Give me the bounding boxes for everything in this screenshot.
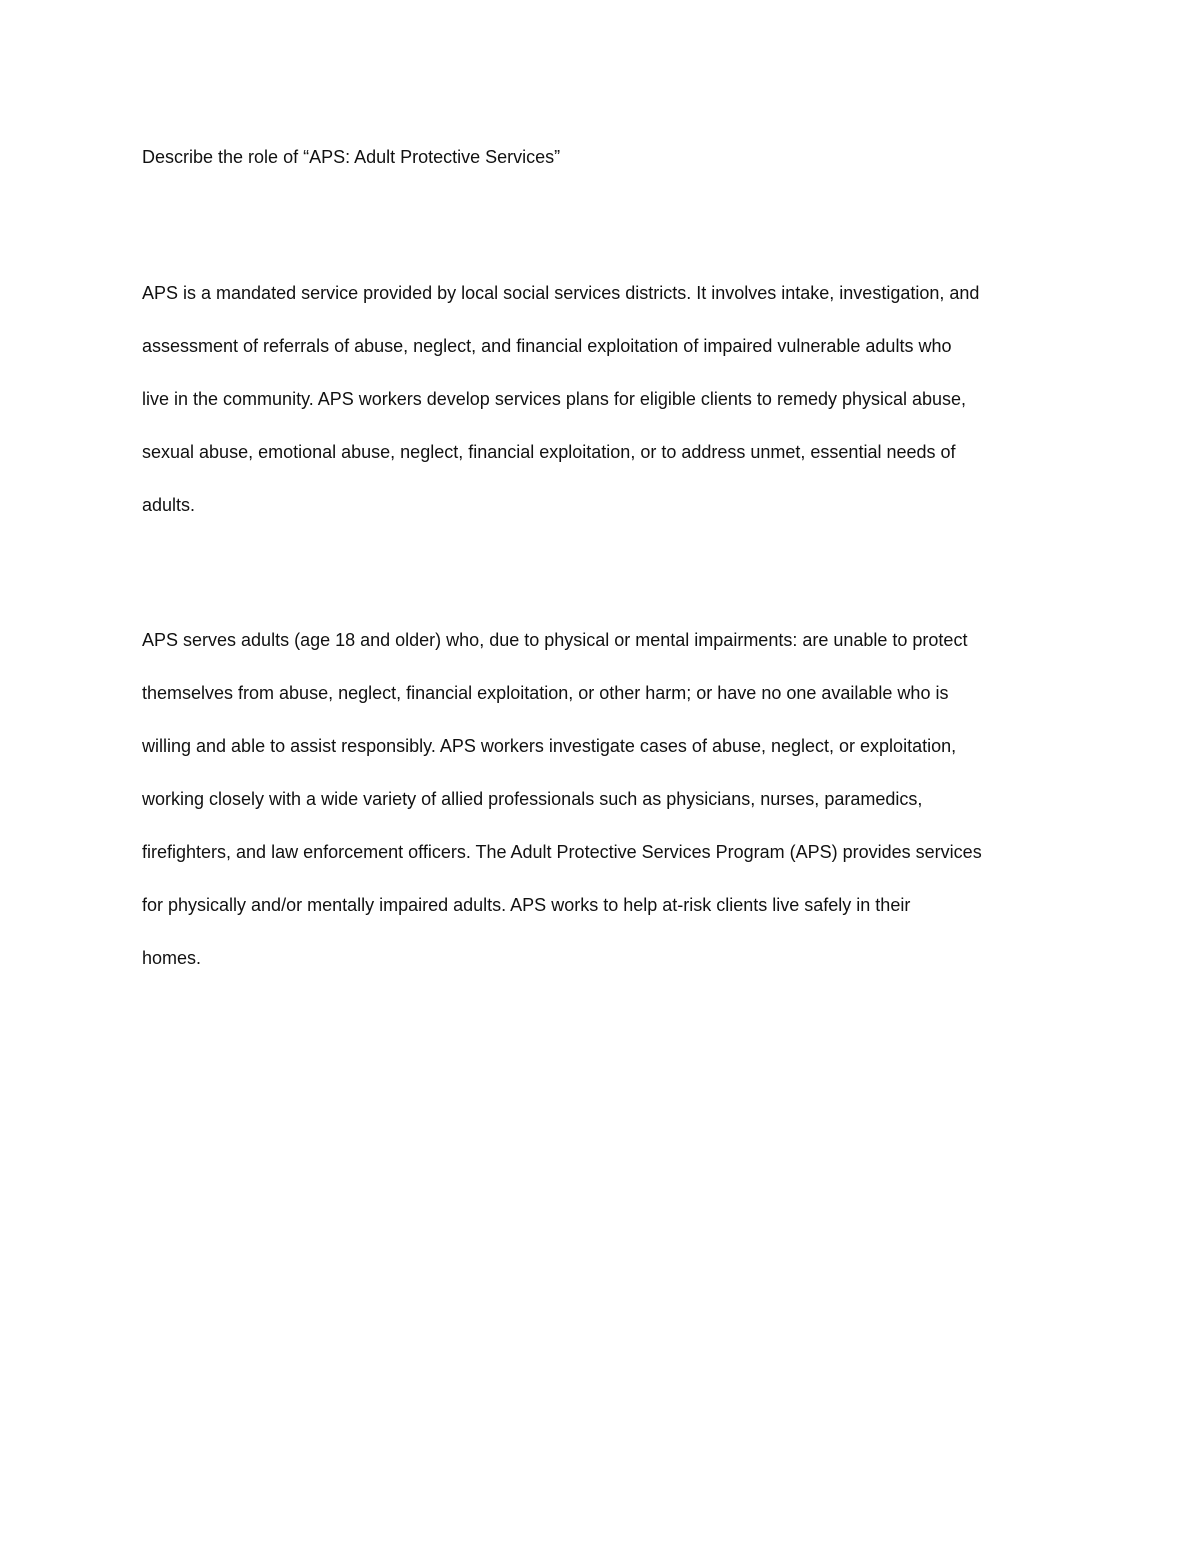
paragraph-line: adults.: [142, 495, 196, 515]
paragraph-line: assessment of referrals of abuse, neglect, and financial exploitation of impaired vulnerable adults who: [142, 336, 952, 356]
paragraph-line: willing and able to assist responsibly. APS workers investigate cases of abuse, neglect, or exploitation,: [142, 736, 957, 756]
paragraph-line: homes.: [142, 948, 202, 968]
paragraph-line: live in the community. APS workers develop services plans for eligible clients to remedy physical abuse,: [142, 389, 967, 409]
paragraph-line: APS is a mandated service provided by local social services districts. It involves intake, investigation, and: [142, 283, 980, 303]
paragraph-line: firefighters, and law enforcement officers. The Adult Protective Services Program (APS) provides services: [142, 842, 982, 862]
paragraph-line: sexual abuse, emotional abuse, neglect, financial exploitation, or to address unmet, essential needs of: [142, 442, 956, 462]
paragraph-line: themselves from abuse, neglect, financial exploitation, or other harm; or have no one available who is: [142, 683, 949, 703]
paragraph-line: for physically and/or mentally impaired adults. APS works to help at-risk clients live safely in their: [142, 895, 911, 915]
paragraph-line: APS serves adults (age 18 and older) who, due to physical or mental impairments: are unable to protect: [142, 630, 968, 650]
paragraph-aps-mandate: [142, 280, 1072, 545]
paragraph-aps-serves: [142, 627, 1072, 998]
paragraph-line: working closely with a wide variety of allied professionals such as physicians, nurses, paramedics,: [142, 789, 923, 809]
document-heading: Describe the role of “APS: Adult Protective Services”: [142, 147, 561, 167]
